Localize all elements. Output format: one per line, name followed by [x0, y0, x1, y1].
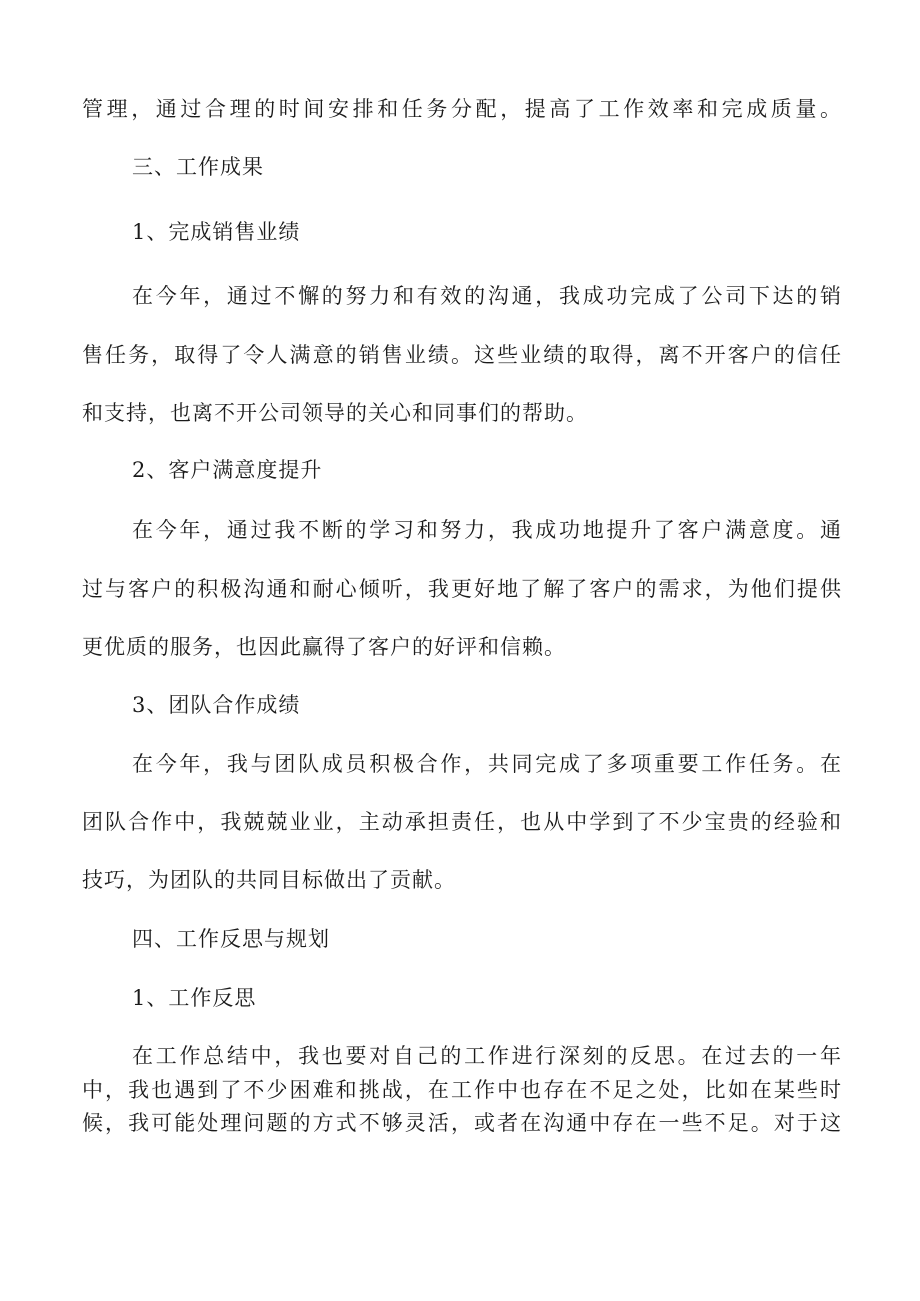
section-heading: 三、工作成果 — [132, 155, 264, 179]
paragraph-line: 管理，通过合理的时间安排和任务分配，提高了工作效率和完成质量。 — [82, 97, 842, 121]
paragraph-line: 售任务，取得了令人满意的销售业绩。这些业绩的取得，离不开客户的信任 — [82, 343, 842, 367]
paragraph-line: 在今年，我与团队成员积极合作，共同完成了多项重要工作任务。在 — [132, 752, 842, 776]
subsection-heading: 1、完成销售业绩 — [132, 220, 301, 244]
subsection-heading: 2、客户满意度提升 — [132, 458, 323, 482]
paragraph-line: 候，我可能处理问题的方式不够灵活，或者在沟通中存在一些不足。对于这 — [82, 1111, 842, 1135]
paragraph-line: 更优质的服务，也因此赢得了客户的好评和信赖。 — [82, 635, 566, 659]
paragraph-line: 技巧，为团队的共同目标做出了贡献。 — [82, 868, 456, 892]
paragraph-line: 过与客户的积极沟通和耐心倾听，我更好地了解了客户的需求，为他们提供 — [82, 577, 842, 601]
subsection-heading: 3、团队合作成绩 — [132, 693, 301, 717]
subsection-heading: 1、工作反思 — [132, 986, 257, 1010]
paragraph-line: 在今年，通过不懈的努力和有效的沟通，我成功完成了公司下达的销 — [132, 284, 842, 308]
paragraph-line: 在今年，通过我不断的学习和努力，我成功地提升了客户满意度。通 — [132, 518, 842, 542]
paragraph-line: 在工作总结中，我也要对自己的工作进行深刻的反思。在过去的一年 — [132, 1044, 842, 1068]
section-heading: 四、工作反思与规划 — [132, 927, 330, 951]
paragraph-line: 和支持，也离不开公司领导的关心和同事们的帮助。 — [82, 401, 588, 425]
paragraph-line: 中，我也遇到了不少困难和挑战，在工作中也存在不足之处，比如在某些时 — [82, 1078, 842, 1102]
paragraph-line: 团队合作中，我兢兢业业，主动承担责任，也从中学到了不少宝贵的经验和 — [82, 810, 842, 834]
